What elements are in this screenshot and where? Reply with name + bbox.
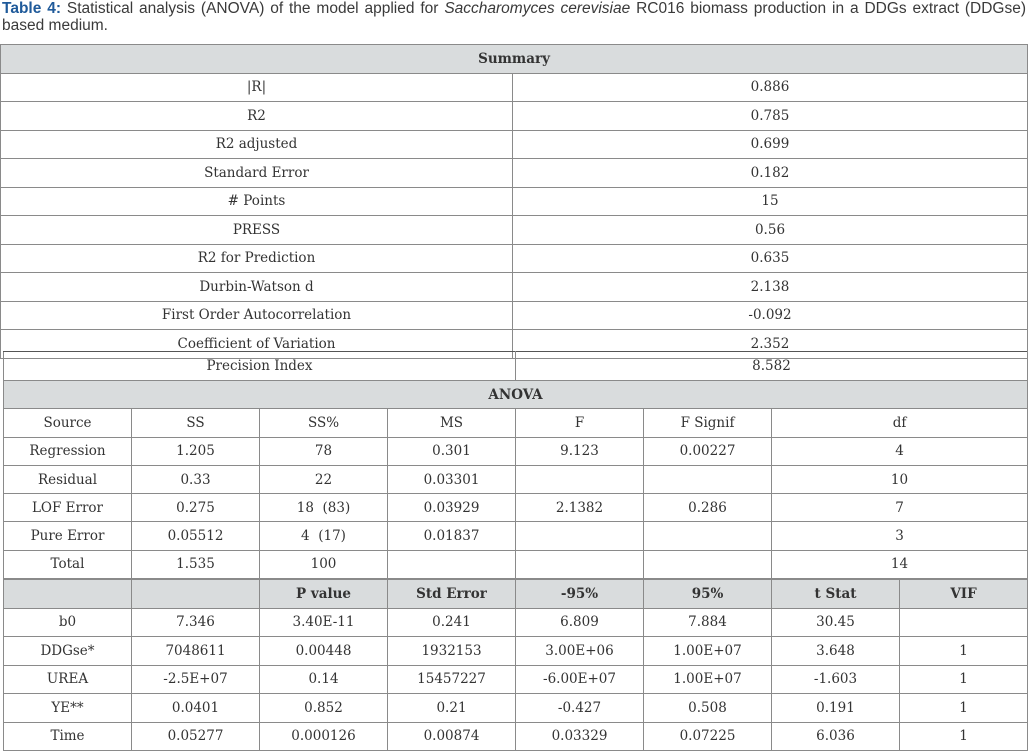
column-header bbox=[4, 580, 132, 609]
table-row bbox=[4, 722, 1028, 751]
table-row bbox=[1, 216, 1028, 245]
table-cell: 0.05277 bbox=[132, 722, 260, 751]
table-row bbox=[1, 73, 1028, 102]
table-row bbox=[4, 437, 1028, 465]
coefficients-header-row bbox=[4, 580, 1028, 609]
table-cell: 1 bbox=[900, 694, 1028, 723]
precision-index-row bbox=[3, 351, 1028, 380]
table-row bbox=[1, 301, 1028, 330]
table-cell: 1.205 bbox=[132, 437, 260, 465]
table-cell: 0.00448 bbox=[260, 637, 388, 666]
summary-label: First Order Autocorrelation bbox=[1, 301, 513, 330]
summary-value: 0.56 bbox=[513, 216, 1028, 245]
caption-species: Saccharomyces cerevisiae bbox=[444, 0, 631, 17]
table-row bbox=[4, 352, 1028, 380]
table-row bbox=[4, 522, 1028, 550]
table-cell: Residual bbox=[4, 465, 132, 493]
table-cell: 6.036 bbox=[772, 722, 900, 751]
summary-value: 2.138 bbox=[513, 273, 1028, 302]
column-header: t Stat bbox=[772, 580, 900, 609]
table-cell: 0.07225 bbox=[644, 722, 772, 751]
column-header bbox=[132, 580, 260, 609]
table-cell: 15457227 bbox=[388, 665, 516, 694]
table-cell: 0.01837 bbox=[388, 522, 516, 550]
summary-label: Precision Index bbox=[4, 352, 516, 380]
table-cell: -1.603 bbox=[772, 665, 900, 694]
table-cell: 0.286 bbox=[644, 494, 772, 522]
table-cell: -2.5E+07 bbox=[132, 665, 260, 694]
table-cell: 78 bbox=[260, 437, 388, 465]
table-cell: UREA bbox=[4, 665, 132, 694]
column-header: F bbox=[516, 409, 644, 437]
column-header: SS% bbox=[260, 409, 388, 437]
summary-table bbox=[0, 44, 1028, 359]
table-cell: 0.000126 bbox=[260, 722, 388, 751]
table-cell: 0.191 bbox=[772, 694, 900, 723]
summary-label: # Points bbox=[1, 187, 513, 216]
table-cell bbox=[900, 608, 1028, 637]
table-cell: 30.45 bbox=[772, 608, 900, 637]
summary-value: 0.886 bbox=[513, 73, 1028, 102]
table-cell: 3.40E-11 bbox=[260, 608, 388, 637]
table-cell: 0.301 bbox=[388, 437, 516, 465]
table-cell: 0.275 bbox=[132, 494, 260, 522]
table-cell: Total bbox=[4, 550, 132, 578]
summary-label: Durbin-Watson d bbox=[1, 273, 513, 302]
table-cell: 0.03329 bbox=[516, 722, 644, 751]
summary-label: Standard Error bbox=[1, 159, 513, 188]
table-cell: 100 bbox=[260, 550, 388, 578]
table-cell: 7.346 bbox=[132, 608, 260, 637]
table-cell bbox=[516, 550, 644, 578]
table-cell: b0 bbox=[4, 608, 132, 637]
table-row bbox=[4, 608, 1028, 637]
table-cell bbox=[516, 465, 644, 493]
table-row bbox=[4, 694, 1028, 723]
table-cell: DDGse* bbox=[4, 637, 132, 666]
table-row bbox=[4, 637, 1028, 666]
column-header: 95% bbox=[644, 580, 772, 609]
table-cell bbox=[644, 522, 772, 550]
table-cell: 0.852 bbox=[260, 694, 388, 723]
table-cell: 0.14 bbox=[260, 665, 388, 694]
table-row bbox=[1, 130, 1028, 159]
table-cell: 7.884 bbox=[644, 608, 772, 637]
caption-label: Table 4: bbox=[2, 0, 61, 17]
column-header: P value bbox=[260, 580, 388, 609]
table-cell: 0.508 bbox=[644, 694, 772, 723]
table-cell: 2.1382 bbox=[516, 494, 644, 522]
table-cell: 3.00E+06 bbox=[516, 637, 644, 666]
table-cell: 4 (17) bbox=[260, 522, 388, 550]
table-cell: 7 bbox=[772, 494, 1028, 522]
table-cell: 0.05512 bbox=[132, 522, 260, 550]
table-cell: 9.123 bbox=[516, 437, 644, 465]
table-cell: 1.00E+07 bbox=[644, 637, 772, 666]
coefficients-table bbox=[3, 579, 1028, 751]
table-cell: 1.535 bbox=[132, 550, 260, 578]
table-row bbox=[1, 244, 1028, 273]
table-cell: -6.00E+07 bbox=[516, 665, 644, 694]
summary-value: 0.699 bbox=[513, 130, 1028, 159]
summary-value: 0.635 bbox=[513, 244, 1028, 273]
caption-text-before: Statistical analysis (ANOVA) of the model applied for bbox=[66, 0, 439, 17]
column-header: SS bbox=[132, 409, 260, 437]
table-cell: 1.00E+07 bbox=[644, 665, 772, 694]
table-cell bbox=[388, 550, 516, 578]
table-cell bbox=[644, 550, 772, 578]
column-header: df bbox=[772, 409, 1028, 437]
table-row bbox=[1, 159, 1028, 188]
table-cell: 18 (83) bbox=[260, 494, 388, 522]
table-cell: 1932153 bbox=[388, 637, 516, 666]
summary-value: 0.182 bbox=[513, 159, 1028, 188]
anova-table bbox=[3, 380, 1028, 579]
summary-value: 8.582 bbox=[516, 352, 1028, 380]
column-header: MS bbox=[388, 409, 516, 437]
summary-value: -0.092 bbox=[513, 301, 1028, 330]
column-header: F Signif bbox=[644, 409, 772, 437]
table-cell: 0.03929 bbox=[388, 494, 516, 522]
table-row bbox=[1, 187, 1028, 216]
table-cell: 14 bbox=[772, 550, 1028, 578]
summary-value: 15 bbox=[513, 187, 1028, 216]
table-cell: 1 bbox=[900, 637, 1028, 666]
table-cell: 1 bbox=[900, 722, 1028, 751]
table-row bbox=[4, 665, 1028, 694]
table-cell: YE** bbox=[4, 694, 132, 723]
table-cell: 4 bbox=[772, 437, 1028, 465]
table-cell: 0.00227 bbox=[644, 437, 772, 465]
table-row bbox=[1, 273, 1028, 302]
table-cell: LOF Error bbox=[4, 494, 132, 522]
table-cell: 0.00874 bbox=[388, 722, 516, 751]
table-cell: Pure Error bbox=[4, 522, 132, 550]
table-cell: 7048611 bbox=[132, 637, 260, 666]
table-cell: 0.21 bbox=[388, 694, 516, 723]
table-row bbox=[1, 102, 1028, 131]
summary-value: 2.352 bbox=[513, 330, 1028, 359]
table-cell: 0.33 bbox=[132, 465, 260, 493]
summary-label: R2 adjusted bbox=[1, 130, 513, 159]
table-row bbox=[4, 465, 1028, 493]
table-cell bbox=[516, 522, 644, 550]
column-header: Std Error bbox=[388, 580, 516, 609]
caption-text-after: RC016 biomass production in a DDGs extract (DDGse) based medium. bbox=[2, 0, 1027, 34]
table-cell: 0.03301 bbox=[388, 465, 516, 493]
summary-label: R2 bbox=[1, 102, 513, 131]
table-row bbox=[4, 550, 1028, 578]
summary-title: Summary bbox=[1, 45, 1028, 74]
table-cell: 0.241 bbox=[388, 608, 516, 637]
anova-title: ANOVA bbox=[4, 381, 1028, 409]
table-cell: -0.427 bbox=[516, 694, 644, 723]
table-cell: 6.809 bbox=[516, 608, 644, 637]
summary-value: 0.785 bbox=[513, 102, 1028, 131]
table-cell: 0.0401 bbox=[132, 694, 260, 723]
summary-label: R2 for Prediction bbox=[1, 244, 513, 273]
table-cell: 3 bbox=[772, 522, 1028, 550]
table-cell: Regression bbox=[4, 437, 132, 465]
table-row bbox=[4, 494, 1028, 522]
table-cell: 10 bbox=[772, 465, 1028, 493]
table-cell: Time bbox=[4, 722, 132, 751]
table-cell: 1 bbox=[900, 665, 1028, 694]
column-header: Source bbox=[4, 409, 132, 437]
summary-label: |R| bbox=[1, 73, 513, 102]
column-header: -95% bbox=[516, 580, 644, 609]
anova-header-row bbox=[4, 409, 1028, 437]
table-cell: 3.648 bbox=[772, 637, 900, 666]
column-header: VIF bbox=[900, 580, 1028, 609]
table-caption bbox=[2, 0, 1026, 34]
table-cell: 22 bbox=[260, 465, 388, 493]
table-cell bbox=[644, 465, 772, 493]
summary-label: Coefficient of Variation bbox=[1, 330, 513, 359]
summary-label: PRESS bbox=[1, 216, 513, 245]
